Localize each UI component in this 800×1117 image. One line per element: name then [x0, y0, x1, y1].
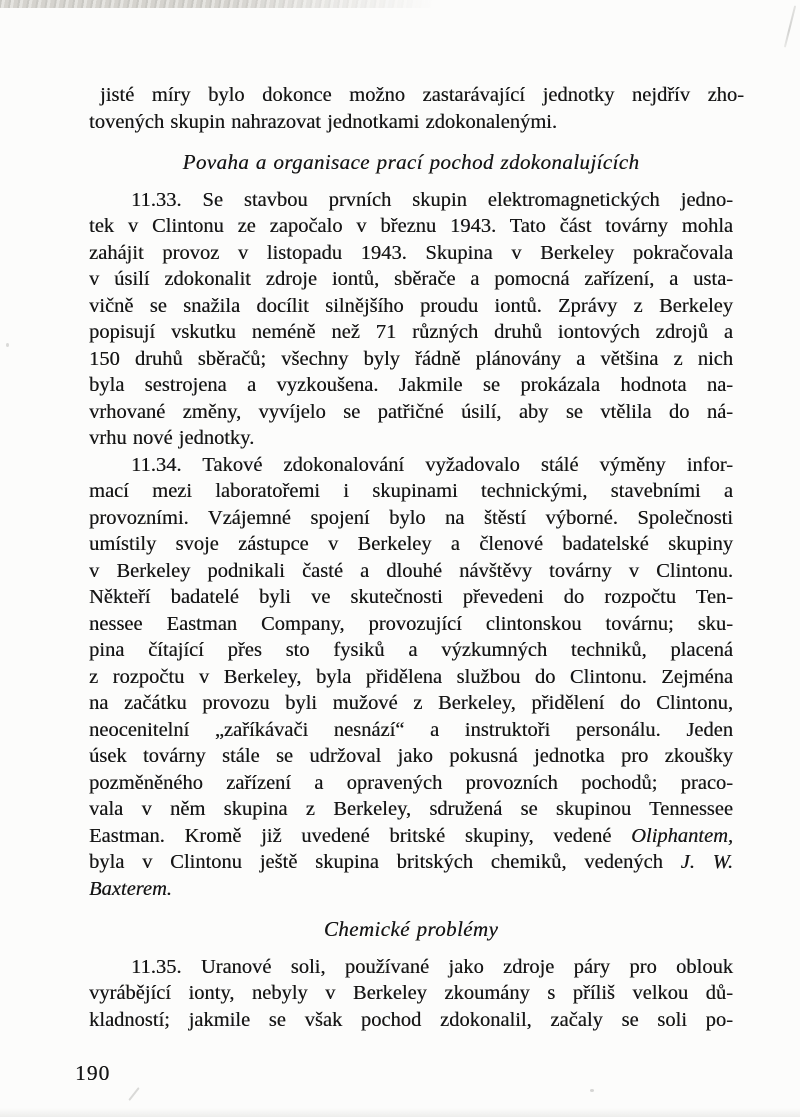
paragraph — [89, 187, 733, 452]
text-line: kladností; jakmile se však pochod zdokonalil, začaly se soli po- — [89, 1008, 733, 1031]
text-line: vyrábějící ionty, nebyly v Berkeley zkoumány s příliš velkou dů- — [89, 982, 733, 1004]
text-line: vrhu nové jednotky. — [89, 427, 255, 449]
text-line: mací mezi laboratořemi i skupinami technickými, stavebními a — [89, 480, 733, 502]
text-line: v úsilí zdokonalit zdroje iontů, sběrače a pomocná zařízení, a usta- — [89, 268, 733, 290]
text-line: byla sestrojena a vyzkoušena. Jakmile se prokázala hodnota na- — [89, 374, 733, 396]
text-line: v Berkeley podnikali časté a dlouhé návštěvy továrny v Clintonu. — [89, 559, 733, 582]
text-line: nessee Eastman Company, provozující clintonskou továrnu; sku- — [89, 612, 733, 635]
text-line: jisté míry bylo dokonce možno zastarávající jednotky nejdřív zho- — [100, 84, 744, 106]
text-line: vrhované změny, vyvíjelo se patřičné úsilí, aby se vtělila do ná- — [89, 400, 733, 423]
text-line: úsek továrny stále se udržoval jako pokusná jednotka pro zkoušky — [89, 745, 733, 767]
page-number: 190 — [75, 1061, 111, 1085]
scan-artifact-dot — [590, 1089, 594, 1092]
paragraph — [89, 452, 733, 903]
text-line: 150 druhů sběračů; všechny byly řádně plánovány a většina z nich — [89, 347, 733, 370]
text-line: 11.35. Uranové soli, používané jako zdroje páry pro oblouk — [131, 955, 733, 978]
section-heading: Povaha a organisace prací pochod zdokonalujících — [182, 150, 640, 174]
text-line: Někteří badatelé byli ve skutečnosti převedeni do rozpočtu Ten- — [89, 586, 733, 608]
text-line: tovených skupin nahrazovat jednotkami zdokonalenými. — [89, 110, 557, 133]
page-text — [89, 82, 744, 1033]
text-line: provozními. Vzájemné spojení bylo na štěstí výborné. Společnosti — [89, 506, 733, 529]
text-line: 11.34. Takové zdokonalování vyžadovalo stálé výměny infor- — [131, 453, 733, 476]
text-line: zahájit provoz v listopadu 1943. Skupina v Berkeley pokračovala — [89, 241, 733, 264]
text-line: vičně se snažila docílit silnějšího proudu iontů. Zprávy z Berkeley — [89, 294, 733, 317]
scan-artifact-top-edge — [0, 0, 452, 8]
text-line: pina čítající přes sto fysiků a výzkumných techniků, placená — [89, 639, 733, 661]
section-heading: Chemické problémy — [323, 917, 499, 941]
scan-artifact-scratch — [128, 1087, 139, 1101]
text-line: umístily svoje zástupce v Berkeley a členové badatelské skupiny — [89, 533, 733, 555]
text-line: popisují vskutku neméně než 71 různých druhů iontových zdrojů a — [89, 321, 733, 343]
text-line: vala v něm skupina z Berkeley, sdružená se skupinou Tennessee — [89, 798, 733, 820]
scan-artifact-bottom-shade — [0, 1108, 800, 1117]
text-line: pozměněného zařízení a opravených provozních pochodů; praco- — [89, 771, 733, 794]
text-line: z rozpočtu v Berkeley, byla přidělena službou do Clintonu. Zejména — [89, 665, 733, 688]
scan-artifact-speck — [6, 343, 9, 347]
text-line: neocenitelní „zaříkávači nesnází“ a instruktoři personálu. Jeden — [89, 718, 733, 741]
text-line: byla v Clintonu ještě skupina britských chemiků, vedených J. W. — [89, 851, 734, 873]
text-line: 11.33. Se stavbou prvních skupin elektromagnetických jedno- — [131, 188, 733, 211]
scan-artifact-corner-line — [784, 5, 796, 47]
paragraph — [89, 954, 733, 1034]
text-line: Eastman. Kromě již uvedené britské skupiny, vedené Oliphantem, — [89, 824, 733, 847]
text-line: na začátku provozu byli mužové z Berkeley, přidělení do Clintonu, — [89, 692, 733, 714]
text-line: tek v Clintonu ze započalo v březnu 1943. Tato část továrny mohla — [89, 215, 733, 237]
text-line: Baxterem. — [89, 877, 172, 900]
paragraph — [89, 82, 744, 135]
